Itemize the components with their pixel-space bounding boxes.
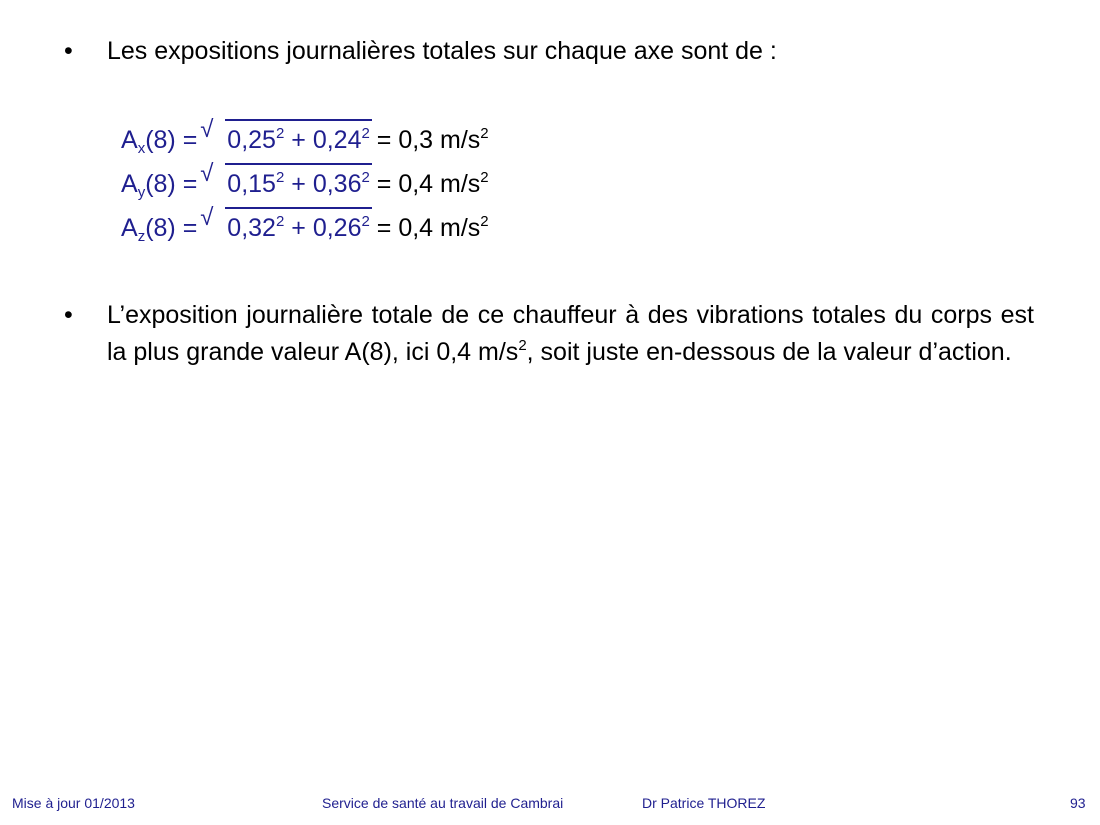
radical [197,118,370,162]
eq-result-exp: 2 [480,125,489,142]
conclusion-text-after: , soit juste en-dessous de la valeur d’action. [526,338,1012,366]
eq-exp2: 2 [361,125,370,142]
sqrt-icon: √ [200,160,214,187]
page-number: 93 [1070,795,1086,811]
eq-exp1: 2 [275,213,285,230]
footer-service: Service de santé au travail de Cambrai [322,795,564,811]
eq-arg: (8) = [145,126,198,154]
equation-ax [121,118,489,162]
radical [197,206,370,250]
eq-exp2: 2 [361,169,370,186]
radical-overline [225,207,372,209]
eq-exp1: 2 [275,169,285,186]
eq-term2: 0,24 [312,126,362,154]
bullet-marker: • [64,301,73,329]
eq-term2: 0,26 [312,214,362,242]
eq-result: = 0,3 m/s [369,126,481,154]
conclusion-text [107,297,1034,371]
eq-result-exp: 2 [480,213,489,230]
eq-axis: x [137,140,146,157]
eq-axis: z [137,228,146,245]
eq-letter: A [121,170,138,198]
eq-plus: + [284,126,313,154]
equation-az [121,206,489,250]
bullet-conclusion [64,297,1034,417]
eq-exp1: 2 [275,125,285,142]
eq-result: = 0,4 m/s [369,214,481,242]
sqrt-icon: √ [200,204,214,231]
eq-exp2: 2 [361,213,370,230]
radical-overline [225,119,372,121]
footer-date: Mise à jour 01/2013 [12,795,135,811]
eq-term2: 0,36 [312,170,362,198]
conclusion-sup: 2 [518,337,527,354]
bullet-marker: • [64,37,73,65]
eq-term1: 0,32 [227,214,276,242]
radical [197,162,370,206]
footer-author: Dr Patrice THOREZ [642,795,766,811]
conclusion-text-before: L’exposition journalière totale de ce chauffeur à des vibrations totales du corps est la plus grande valeur A(8), ici 0,4 m/s [107,301,1034,366]
eq-result: = 0,4 m/s [369,170,481,198]
sqrt-icon: √ [200,116,214,143]
eq-plus: + [284,170,313,198]
eq-term1: 0,25 [227,126,276,154]
eq-letter: A [121,126,138,154]
eq-plus: + [284,214,313,242]
intro-text: Les expositions journalières totales sur chaque axe sont de : [107,37,777,65]
equation-ay [121,162,489,206]
eq-result-exp: 2 [480,169,489,186]
eq-arg: (8) = [145,214,198,242]
eq-term1: 0,15 [227,170,276,198]
eq-letter: A [121,214,138,242]
eq-arg: (8) = [145,170,198,198]
eq-axis: y [137,184,146,201]
radical-overline [225,163,372,165]
